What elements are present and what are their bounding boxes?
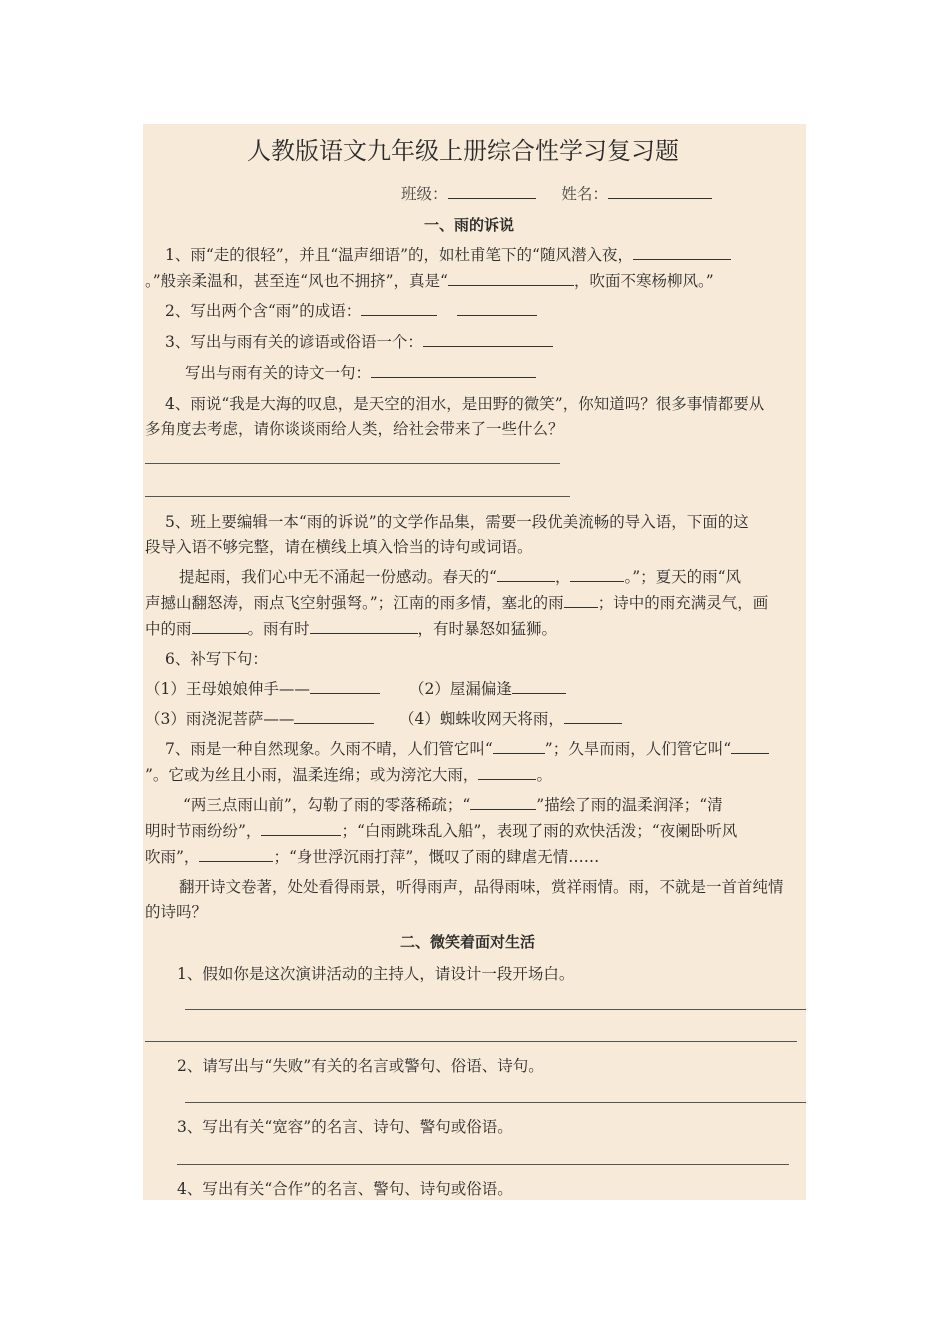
question-1-text-b: 。”般亲柔温和，甚至连“风也不拥挤”，真是“ [145, 272, 448, 290]
passage-2-line-1 [183, 795, 723, 815]
passage-text: 提起雨，我们心中无不涌起一份感动。春天的“ [179, 568, 497, 586]
blank[interactable] [361, 301, 437, 316]
question-2 [165, 301, 537, 321]
question-6-item: （1）王母娘娘伸手—— [145, 680, 310, 698]
class-field [401, 184, 712, 204]
blank[interactable] [371, 363, 536, 378]
passage-text: 吹雨”， [145, 848, 200, 866]
section-2-question-1: 1、假如你是这次演讲活动的主持人，请设计一段开场白。 [177, 965, 575, 983]
blank[interactable] [423, 332, 553, 347]
answer-line[interactable] [185, 1102, 806, 1103]
question-7-text: ”；久旱而雨，人们管它叫“ [544, 740, 732, 758]
passage-text: 中的雨 [145, 620, 192, 638]
question-1-line-2 [145, 271, 714, 291]
question-1-text-c: ，吹面不寒杨柳风。” [573, 272, 714, 290]
question-6-item: （2）屋漏偏逢 [409, 680, 512, 698]
question-5-line-1: 5、班上要编辑一本“雨的诉说”的文学作品集，需要一段优美流畅的导入语，下面的这 [165, 513, 749, 531]
question-2-text: 2、写出两个含“雨”的成语： [165, 302, 362, 320]
passage-text: “两三点雨山前”，勾勒了雨的零落稀疏；“ [183, 796, 471, 814]
class-blank[interactable] [448, 184, 536, 199]
passage-text: 。雨有时 [247, 620, 310, 638]
passage-text: ， [554, 568, 571, 586]
question-5-line-2: 段导入语不够完整，请在横线上填入恰当的诗句或词语。 [145, 538, 533, 556]
blank[interactable] [493, 739, 545, 754]
passage-2-line-2 [145, 821, 737, 841]
blank[interactable] [478, 765, 536, 780]
passage-text: 。”；夏天的雨“风 [624, 568, 742, 586]
answer-line[interactable] [145, 1041, 797, 1042]
question-7-text: 。 [536, 766, 552, 784]
answer-line[interactable] [145, 463, 560, 464]
blank[interactable] [564, 709, 622, 724]
blank[interactable] [310, 679, 380, 694]
blank[interactable] [199, 847, 273, 862]
passage-text: 声撼山翻怒涛，雨点飞空射强弩。”；江南的雨多情，塞北的雨 [145, 594, 564, 612]
blank[interactable] [470, 795, 536, 810]
blank[interactable] [564, 593, 598, 608]
passage-2-line-3 [145, 847, 599, 867]
passage-1-line-1 [179, 567, 741, 587]
blank[interactable] [633, 245, 731, 260]
blank[interactable] [261, 821, 341, 836]
question-7-line-2 [145, 765, 552, 785]
passage-3-line-1: 翻开诗文卷著，处处看得雨景，听得雨声，品得雨味，赏祥雨情。雨，不就是一首首纯情 [179, 878, 784, 896]
section-heading-rain: 一、雨的诉说 [424, 216, 515, 234]
question-7-text: ”。它或为丝且小雨，温柔连绵；或为滂沱大雨， [145, 766, 479, 784]
section-2-question-4: 4、写出有关“合作”的名言、警句、诗句或俗语。 [177, 1180, 513, 1198]
passage-text: ；诗中的雨充满灵气，画 [597, 594, 769, 612]
question-6-row-2b [399, 709, 622, 729]
blank[interactable] [731, 739, 769, 754]
question-4-line-2: 多角度去考虑，请你谈谈雨给人类，给社会带来了一些什么？ [145, 420, 564, 438]
passage-text: ”描绘了雨的温柔润泽；“清 [536, 796, 723, 814]
section-2-question-2: 2、请写出与“失败”有关的名言或警句、俗语、诗句。 [177, 1057, 544, 1075]
blank[interactable] [457, 301, 537, 316]
answer-line[interactable] [177, 1164, 789, 1165]
passage-1-line-3 [145, 619, 557, 639]
question-6-item: （4）蜘蛛收网天将雨， [399, 710, 564, 728]
passage-text: ；“白雨跳珠乱入船”，表现了雨的欢快活泼；“夜阑卧听风 [341, 822, 738, 840]
question-3b-text: 写出与雨有关的诗文一句： [185, 364, 372, 382]
blank[interactable] [192, 619, 248, 634]
question-3b [185, 363, 536, 383]
section-heading-smile: 二、微笑着面对生活 [400, 933, 536, 951]
blank[interactable] [570, 567, 624, 582]
passage-text: ；“身世浮沉雨打萍”，慨叹了雨的肆虐无情…… [273, 848, 600, 866]
question-4-line-1: 4、雨说“我是大海的叹息，是天空的泪水，是田野的微笑”，你知道吗？很多事情都要从 [165, 395, 765, 413]
blank[interactable] [497, 567, 555, 582]
question-1-line-1 [165, 245, 731, 265]
question-6-row-1 [145, 679, 380, 699]
passage-1-line-2 [145, 593, 768, 613]
blank[interactable] [310, 619, 418, 634]
question-3-text: 3、写出与雨有关的谚语或俗语一个： [165, 333, 423, 351]
answer-line[interactable] [145, 496, 570, 497]
passage-text: ，有时暴怒如猛狮。 [417, 620, 558, 638]
question-6: 6、补写下句： [165, 650, 268, 668]
question-6-row-2 [145, 709, 374, 729]
answer-line[interactable] [185, 1009, 806, 1010]
worksheet-page [143, 124, 806, 1200]
question-6-row-1b [409, 679, 566, 699]
name-blank[interactable] [608, 184, 712, 199]
page-title: 人教版语文九年级上册综合性学习复习题 [247, 137, 679, 165]
question-7-line-1 [165, 739, 769, 759]
section-2-question-3: 3、写出有关“宽容”的名言、诗句、警句或俗语。 [177, 1118, 513, 1136]
class-label: 班级： [401, 185, 448, 203]
question-6-item: （3）雨浇泥菩萨—— [145, 710, 295, 728]
blank[interactable] [448, 271, 574, 286]
blank[interactable] [294, 709, 374, 724]
question-1-text-a: 1、雨“走的很轻”，并且“温声细语”的，如杜甫笔下的“随风潜入夜， [165, 246, 633, 264]
question-7-text: 7、雨是一种自然现象。久雨不晴，人们管它叫“ [165, 740, 493, 758]
passage-3-line-2: 的诗吗？ [145, 903, 208, 921]
name-label: 姓名： [561, 185, 608, 203]
passage-text: 明时节雨纷纷”， [145, 822, 262, 840]
blank[interactable] [512, 679, 566, 694]
question-3 [165, 332, 553, 352]
